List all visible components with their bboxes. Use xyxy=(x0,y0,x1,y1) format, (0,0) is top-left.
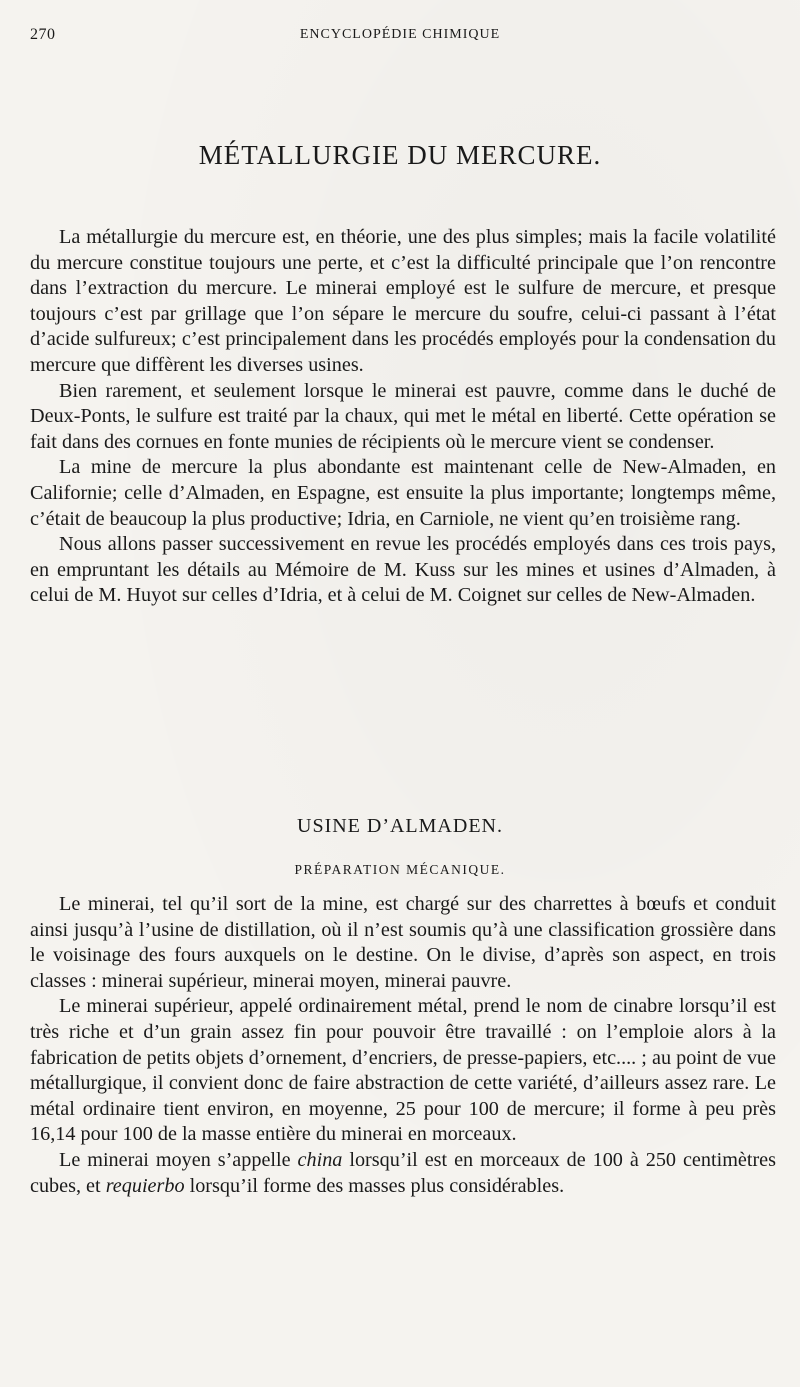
section-text xyxy=(30,892,776,1199)
page-number: 270 xyxy=(30,26,56,43)
paragraph: Le minerai, tel qu’il sort de la mine, est chargé sur des charrettes à bœufs et conduit ainsi jusqu’à l’usine de distillation, où il n’est soumis qu’à une classification grossière dans le voisinage des fours auxquels on le destine. On le divise, d’après son aspect, en trois classes : minerai supérieur, minerai moyen, minerai pauvre. xyxy=(30,893,776,992)
term-requierbo: requierbo xyxy=(105,1174,185,1197)
section-title: USINE D’ALMADEN. xyxy=(297,815,503,837)
term-china: china xyxy=(297,1148,343,1171)
text-run: lorsqu’il forme des masses plus considérables. xyxy=(184,1174,565,1197)
text-run: Le minerai moyen s’appelle xyxy=(59,1148,298,1171)
paragraph xyxy=(30,1148,776,1199)
paragraph: Bien rarement, et seulement lorsque le minerai est pauvre, comme dans le duché de Deux-Ponts, le sulfure est traité par la chaux, qui met le métal en liberté. Cette opération se fait dans des cornues en fonte munies de récipients où le mercure vient se condenser. xyxy=(30,379,776,453)
paragraph: La mine de mercure la plus abondante est maintenant celle de New-Almaden, en Californie; celle d’Almaden, en Espagne, est ensuite la plus importante; longtemps même, c’était de beaucoup la plus productive; Idria, en Carniole, ne vient qu’en troisième rang. xyxy=(30,456,776,530)
paragraph: La métallurgie du mercure est, en théorie, une des plus simples; mais la facile volatilité du mercure constitue toujours une perte, et c’est la difficulté principale que l’on rencontre dans l’extraction du mercure. Le minerai employé est le sulfure de mercure, et presque toujours c’est par grillage que l’on sépare le mercure du soufre, celui-ci passant à l’état d’acide sulfureux; c’est principalement dans les procédés employés pour la condensation du mercure que diffèrent les diverses usines. xyxy=(30,226,776,376)
chapter-title: MÉTALLURGIE DU MERCURE. xyxy=(198,140,602,170)
paragraph: Le minerai supérieur, appelé ordinairement métal, prend le nom de cinabre lorsqu’il est très riche et d’un grain assez fin pour pouvoir être travaillé : on l’emploie alors à la fabrication de petits objets d’ornement, d’encriers, de presse-papiers, etc.... ; au point de vue métallurgique, il convient donc de faire abstraction de cette variété, d’ailleurs assez rare. Le métal ordinaire tient environ, en moyenne, 25 pour 100 de mercure; il forme à peu près 16,14 pour 100 de la masse entière du minerai en morceaux. xyxy=(30,995,776,1146)
intro-text xyxy=(30,225,776,609)
paragraph: Nous allons passer successivement en revue les procédés employés dans ces trois pays, en empruntant les détails au Mémoire de M. Kuss sur les mines et usines d’Almaden, à celui de M. Huyot sur celles d’Idria, et à celui de M. Coignet sur celles de New-Almaden. xyxy=(30,533,776,607)
running-title: ENCYCLOPÉDIE CHIMIQUE xyxy=(299,27,501,42)
running-head xyxy=(30,26,770,50)
subsection-title: PRÉPARATION MÉCANIQUE. xyxy=(294,862,506,877)
text-run: lorsqu’il est en morceaux de 100 à 250 centimètres cubes, et xyxy=(30,1148,777,1197)
